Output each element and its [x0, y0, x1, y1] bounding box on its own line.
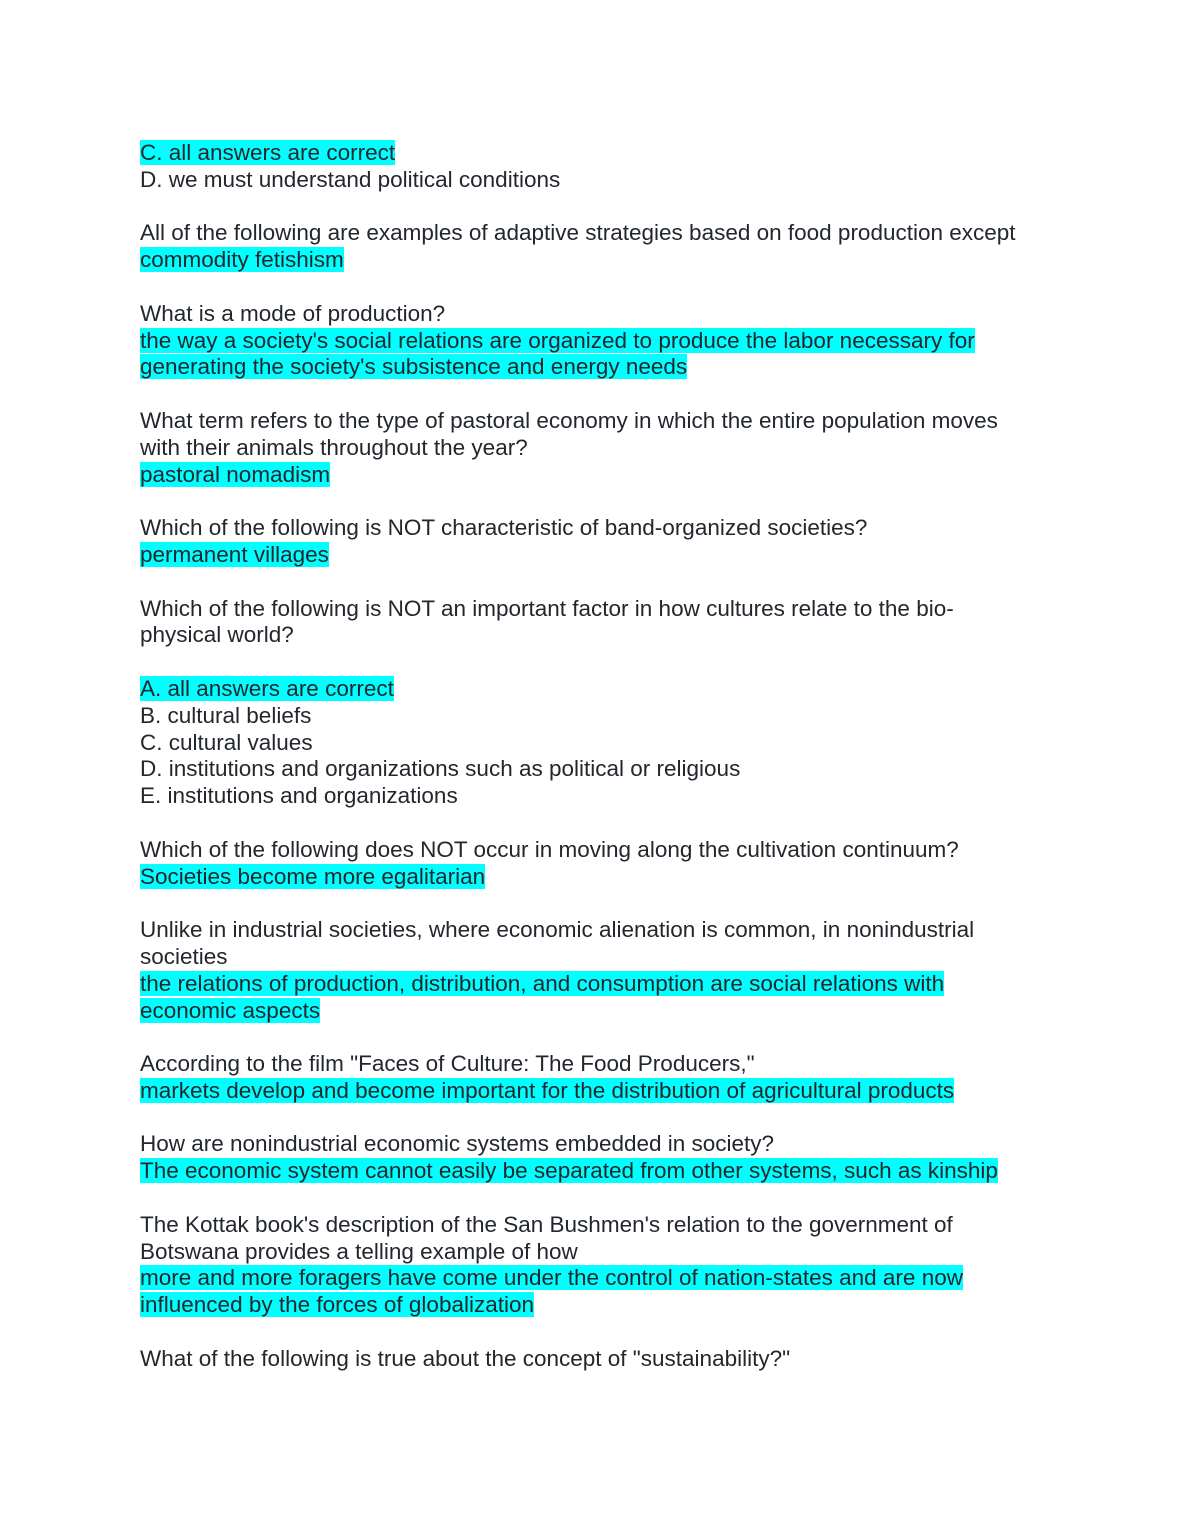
question-line [140, 837, 1060, 864]
question-block [140, 917, 1060, 1024]
question-block [140, 220, 1060, 274]
question-block [140, 676, 1060, 810]
question-block [140, 1346, 1060, 1373]
question-text: physical world? [140, 622, 294, 648]
answer-line [140, 864, 1060, 891]
question-text: D. institutions and organizations such as political or religious [140, 756, 741, 782]
paragraph-gap [140, 194, 1060, 221]
question-block [140, 140, 1060, 194]
paragraph-gap [140, 381, 1060, 408]
highlighted-answer-text: the way a society's social relations are organized to produce the labor necessary for [140, 327, 975, 353]
question-text: The Kottak book's description of the San Bushmen's relation to the government of [140, 1211, 953, 1237]
highlighted-answer-text: influenced by the forces of globalization [140, 1292, 535, 1318]
question-line [140, 301, 1060, 328]
question-text: According to the film "Faces of Culture: The Food Producers," [140, 1051, 755, 1077]
answer-line [140, 140, 1060, 167]
document-page [140, 140, 1060, 1373]
question-text: What term refers to the type of pastoral economy in which the entire population moves [140, 407, 998, 433]
question-text: Unlike in industrial societies, where economic alienation is common, in nonindustrial [140, 917, 975, 943]
question-line [140, 917, 1060, 944]
answer-line [140, 1265, 1060, 1292]
highlighted-answer-text: A. all answers are correct [140, 675, 394, 701]
question-line [140, 515, 1060, 542]
question-text: C. cultural values [140, 729, 313, 755]
question-text: D. we must understand political conditions [140, 166, 561, 192]
highlighted-answer-text: C. all answers are correct [140, 140, 396, 165]
answer-line [140, 1158, 1060, 1185]
question-text: How are nonindustrial economic systems embedded in society? [140, 1131, 775, 1157]
question-block [140, 301, 1060, 381]
paragraph-gap [140, 890, 1060, 917]
question-text: What is a mode of production? [140, 300, 446, 326]
question-line [140, 1239, 1060, 1266]
question-text: Botswana provides a telling example of how [140, 1238, 578, 1264]
question-line [140, 1212, 1060, 1239]
highlighted-answer-text: the relations of production, distribution, and consumption are social relations with [140, 970, 945, 996]
paragraph-gap [140, 1105, 1060, 1132]
answer-line [140, 1078, 1060, 1105]
question-text: societies [140, 943, 228, 969]
question-block [140, 1051, 1060, 1105]
question-line [140, 756, 1060, 783]
question-line [140, 944, 1060, 971]
question-block [140, 515, 1060, 569]
question-text: with their animals throughout the year? [140, 434, 528, 460]
paragraph-gap [140, 274, 1060, 301]
paragraph-gap [140, 569, 1060, 596]
highlighted-answer-text: commodity fetishism [140, 247, 344, 273]
answer-line [140, 1292, 1060, 1319]
question-block [140, 1212, 1060, 1319]
answer-line [140, 542, 1060, 569]
paragraph-gap [140, 810, 1060, 837]
question-line [140, 783, 1060, 810]
question-line [140, 1346, 1060, 1373]
highlighted-answer-text: Societies become more egalitarian [140, 863, 486, 889]
highlighted-answer-text: generating the society's subsistence and energy needs [140, 354, 688, 380]
question-text: E. institutions and organizations [140, 783, 458, 809]
question-line [140, 622, 1060, 649]
question-text: What of the following is true about the concept of "sustainability?" [140, 1345, 791, 1371]
highlighted-answer-text: permanent villages [140, 541, 329, 567]
question-block [140, 408, 1060, 488]
question-line [140, 1131, 1060, 1158]
highlighted-answer-text: The economic system cannot easily be separated from other systems, such as kinship [140, 1158, 998, 1184]
answer-line [140, 998, 1060, 1025]
answer-line [140, 328, 1060, 355]
highlighted-answer-text: pastoral nomadism [140, 461, 331, 487]
answer-line [140, 354, 1060, 381]
paragraph-gap [140, 1319, 1060, 1346]
question-block [140, 1131, 1060, 1185]
answer-line [140, 971, 1060, 998]
question-line [140, 408, 1060, 435]
question-text: Which of the following does NOT occur in moving along the cultivation continuum? [140, 836, 959, 862]
paragraph-gap [140, 1185, 1060, 1212]
question-text: Which of the following is NOT an important factor in how cultures relate to the bio- [140, 595, 954, 621]
question-line [140, 730, 1060, 757]
highlighted-answer-text: markets develop and become important for the distribution of agricultural products [140, 1077, 955, 1103]
paragraph-gap [140, 1024, 1060, 1051]
question-block [140, 837, 1060, 891]
highlighted-answer-text: more and more foragers have come under the control of nation-states and are now [140, 1265, 963, 1291]
question-text: Which of the following is NOT characteristic of band-organized societies? [140, 515, 868, 541]
answer-line [140, 247, 1060, 274]
question-line [140, 596, 1060, 623]
highlighted-answer-text: economic aspects [140, 997, 321, 1023]
question-line [140, 220, 1060, 247]
answer-line [140, 676, 1060, 703]
paragraph-gap [140, 488, 1060, 515]
question-line [140, 1051, 1060, 1078]
question-text: B. cultural beliefs [140, 702, 312, 728]
question-block [140, 596, 1060, 650]
question-text: All of the following are examples of adaptive strategies based on food production except [140, 220, 1016, 246]
question-line [140, 435, 1060, 462]
question-line [140, 703, 1060, 730]
question-line [140, 167, 1060, 194]
answer-line [140, 462, 1060, 489]
paragraph-gap [140, 649, 1060, 676]
